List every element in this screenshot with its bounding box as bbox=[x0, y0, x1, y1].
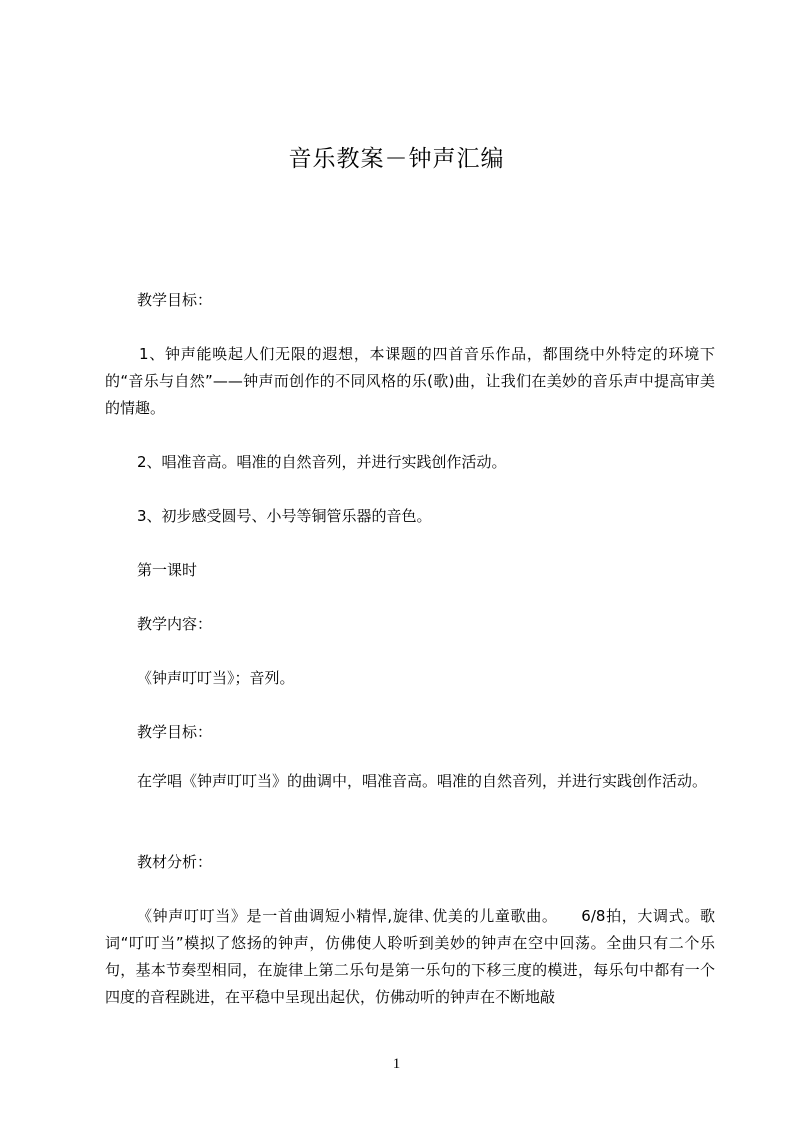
objective-heading-2: 教学目标： bbox=[137, 723, 213, 741]
analysis-heading: 教材分析： bbox=[137, 853, 213, 871]
content-heading: 教学内容： bbox=[137, 615, 213, 633]
objective-heading-1: 教学目标： bbox=[137, 291, 213, 309]
content-body: 《钟声叮叮当》；音列。 bbox=[137, 669, 295, 687]
objective-item-3: 3、初步感受圆号、小号等铜管乐器的音色。 bbox=[137, 507, 432, 525]
lesson-heading: 第一课时 bbox=[137, 561, 198, 579]
objective-item-2: 2、唱准音高。唱准的自然音列，并进行实践创作活动。 bbox=[137, 453, 507, 471]
objective-body-2: 在学唱《钟声叮叮当》的曲调中，唱准音高。唱准的自然音列，并进行实践创作活动。 bbox=[137, 772, 708, 790]
analysis-body: 《钟声叮叮当》是一首曲调短小精悍,旋律､优美的儿童歌曲。 6/8拍，大调式。歌词“叮叮当”模拟了悠扬的钟声，仿佛使人聆听到美妙的钟声在空中回荡。全曲只有二个乐句，基本节奏型相同，在旋律上第二乐句是第一乐句的下移三度的模进，每乐句中都有一个四度的音程跳进，在平稳中呈现出起伏，仿佛动听的钟声在不断地敲 bbox=[105, 907, 715, 1006]
page-number: 1 bbox=[392, 1056, 401, 1072]
document-title: 音乐教案－钟声汇编 bbox=[288, 146, 505, 172]
objective-item-1: 1、钟声能唤起人们无限的遐想，本课题的四首音乐作品，都围绕中外特定的环境下的“音乐与自然”——钟声而创作的不同风格的乐(歌)曲，让我们在美妙的音乐声中提高审美的情趣。 bbox=[105, 345, 715, 417]
